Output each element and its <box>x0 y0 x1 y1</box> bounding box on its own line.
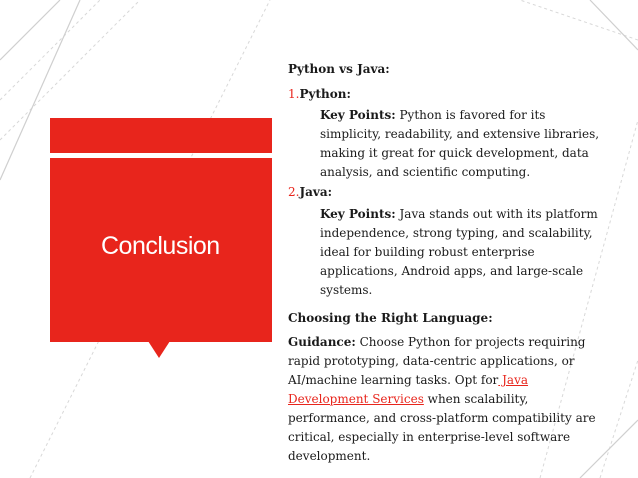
key-points-label: Key Points: <box>320 207 396 221</box>
key-points-label: Key Points: <box>320 108 396 122</box>
panel-pointer <box>148 341 170 358</box>
list-item-java <box>288 183 332 202</box>
item-name: Python: <box>299 87 351 101</box>
key-points-text: Python is favored for its simplicity, readability, and extensive libraries, making it great for quick development, data analysis, and scientific computing. <box>320 108 600 179</box>
choosing-heading: Choosing the Right Language: <box>288 311 493 325</box>
item-name: Java: <box>299 185 333 199</box>
section-heading: Python vs Java: <box>288 62 390 76</box>
guidance-text-2: when scalability, performance, and cross-platform compatibility are critical, especially in enterprise-level software development. <box>288 392 596 463</box>
key-points-text: Java stands out with its platform independence, strong typing, and scalability, ideal for building robust enterprise applications, Android apps, and large-scale systems. <box>320 207 598 297</box>
item-number: 2. <box>288 185 300 199</box>
item-number: 1. <box>288 87 300 101</box>
slide-title: Conclusion <box>101 232 220 260</box>
guidance-paragraph <box>288 333 606 466</box>
python-key-points <box>320 106 610 182</box>
guidance-label: Guidance: <box>288 335 356 349</box>
guidance-text-1: Choose Python for projects requiring rapid prototyping, data-centric applications, or AI/machine learning tasks. Opt for <box>288 335 586 387</box>
java-development-services-link[interactable]: Java Development Services <box>288 373 529 406</box>
list-item-python <box>288 85 351 104</box>
java-key-points <box>320 205 610 300</box>
accent-bar <box>50 118 272 153</box>
